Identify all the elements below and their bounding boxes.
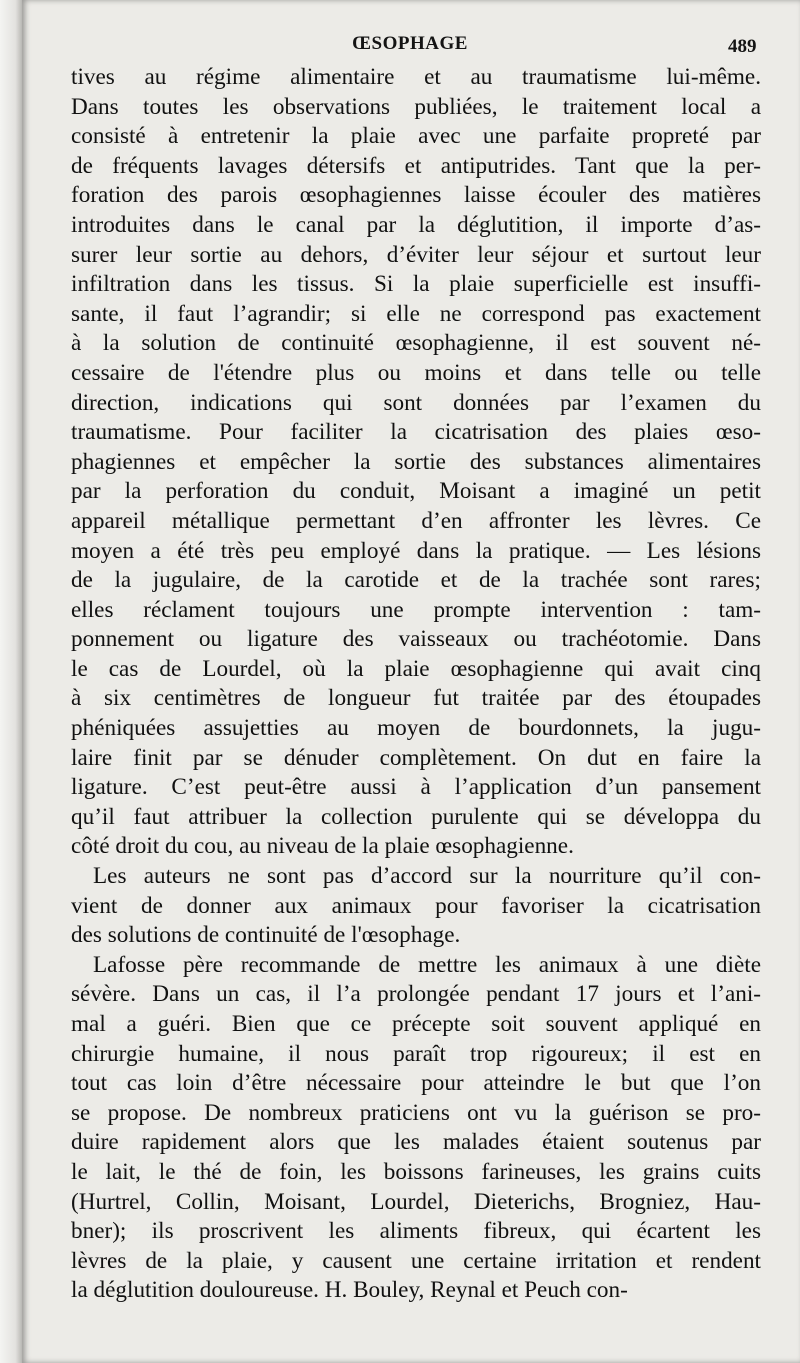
text-line: ligature. C’est peut-être aussi à l’application d’un pansement xyxy=(71,774,761,801)
text-line: qu’il faut attribuer la collection purulente qui se développa du xyxy=(71,803,761,830)
text-line: mal a guéri. Bien que ce précepte soit souvent appliqué en xyxy=(71,1011,761,1037)
text-line: traumatisme. Pour faciliter la cicatrisation des plaies œso- xyxy=(71,419,761,446)
text-line: de fréquents lavages détersifs et antiputrides. Tant que la per- xyxy=(71,152,761,179)
text-line: consisté à entretenir la plaie avec une parfaite propreté par xyxy=(71,123,761,150)
paragraph xyxy=(71,63,761,862)
body-text xyxy=(71,63,761,1306)
text-line: cessaire de l'étendre plus ou moins et dans telle ou telle xyxy=(71,359,761,386)
text-line: laire finit par se dénuder complètement. On dut en faire la xyxy=(71,744,761,771)
text-line: Lafosse père recommande de mettre les animaux à une diète xyxy=(93,951,761,978)
text-line: direction, indications qui sont données par l’examen du xyxy=(71,389,761,416)
text-line: bner); ils proscrivent les aliments fibreux, qui écartent les xyxy=(71,1218,761,1245)
text-line: par la perforation du conduit, Moisant a imaginé un petit xyxy=(71,478,761,505)
text-line: de la jugulaire, de la carotide et de la trachée sont rares; xyxy=(71,567,761,594)
text-line: le cas de Lourdel, où la plaie œsophagienne qui avait cinq xyxy=(71,655,761,682)
text-line: le lait, le thé de foin, les boissons farineuses, les grains cuits xyxy=(71,1158,761,1185)
text-line: foration des parois œsophagiennes laisse écouler des matières xyxy=(71,182,761,209)
text-line: la déglutition douloureuse. H. Bouley, Reynal et Peuch con- xyxy=(71,1277,628,1304)
text-line: elles réclament toujours une prompte intervention : tam- xyxy=(71,596,761,623)
running-title: ŒSOPHAGE xyxy=(352,33,468,54)
text-line: vient de donner aux animaux pour favoriser la cicatrisation xyxy=(71,892,761,919)
text-line: côté droit du cou, au niveau de la plaie œsophagienne. xyxy=(71,833,574,860)
text-line: Dans toutes les observations publiées, le traitement local a xyxy=(71,93,761,120)
text-line: tives au régime alimentaire et au traumatisme lui-même. xyxy=(71,64,761,90)
text-line: sante, il faut l’agrandir; si elle ne correspond pas exactement xyxy=(71,300,761,327)
text-line: Les auteurs ne sont pas d’accord sur la nourriture qu’il con- xyxy=(93,863,761,890)
text-line: surer leur sortie au dehors, d’éviter leur séjour et surtout leur xyxy=(71,241,761,268)
page-header xyxy=(0,33,800,59)
text-line: appareil métallique permettant d’en affronter les lèvres. Ce xyxy=(71,507,761,534)
paragraph xyxy=(71,951,761,1306)
text-line: duire rapidement alors que les malades étaient soutenus par xyxy=(71,1129,761,1156)
text-line: tout cas loin d’être nécessaire pour atteindre le but que l’on xyxy=(71,1070,761,1097)
page-number: 489 xyxy=(728,36,757,57)
text-line: moyen a été très peu employé dans la pratique. — Les lésions xyxy=(71,537,761,564)
text-line: introduites dans le canal par la déglutition, il importe d’as- xyxy=(71,211,761,238)
book-spine xyxy=(0,0,22,1363)
text-line: chirurgie humaine, il nous paraît trop rigoureux; il est en xyxy=(71,1040,761,1067)
text-line: à six centimètres de longueur fut traitée par des étoupades xyxy=(71,685,761,712)
text-line: des solutions de continuité de l'œsophage. xyxy=(71,922,461,949)
text-line: (Hurtrel, Collin, Moisant, Lourdel, Dieterichs, Brogniez, Hau- xyxy=(71,1188,761,1215)
text-line: lèvres de la plaie, y causent une certaine irritation et rendent xyxy=(71,1247,761,1274)
text-line: phéniquées assujetties au moyen de bourdonnets, la jugu- xyxy=(71,715,761,742)
text-line: phagiennes et empêcher la sortie des substances alimentaires xyxy=(71,448,761,475)
text-line: ponnement ou ligature des vaisseaux ou trachéotomie. Dans xyxy=(71,626,761,653)
text-line: à la solution de continuité œsophagienne, il est souvent né- xyxy=(71,330,761,357)
paragraph xyxy=(71,862,761,951)
text-line: se propose. De nombreux praticiens ont vu la guérison se pro- xyxy=(71,1099,761,1126)
text-line: infiltration dans les tissus. Si la plaie superficielle est insuffi- xyxy=(71,271,761,298)
text-line: sévère. Dans un cas, il l’a prolongée pendant 17 jours et l’ani- xyxy=(71,981,761,1008)
